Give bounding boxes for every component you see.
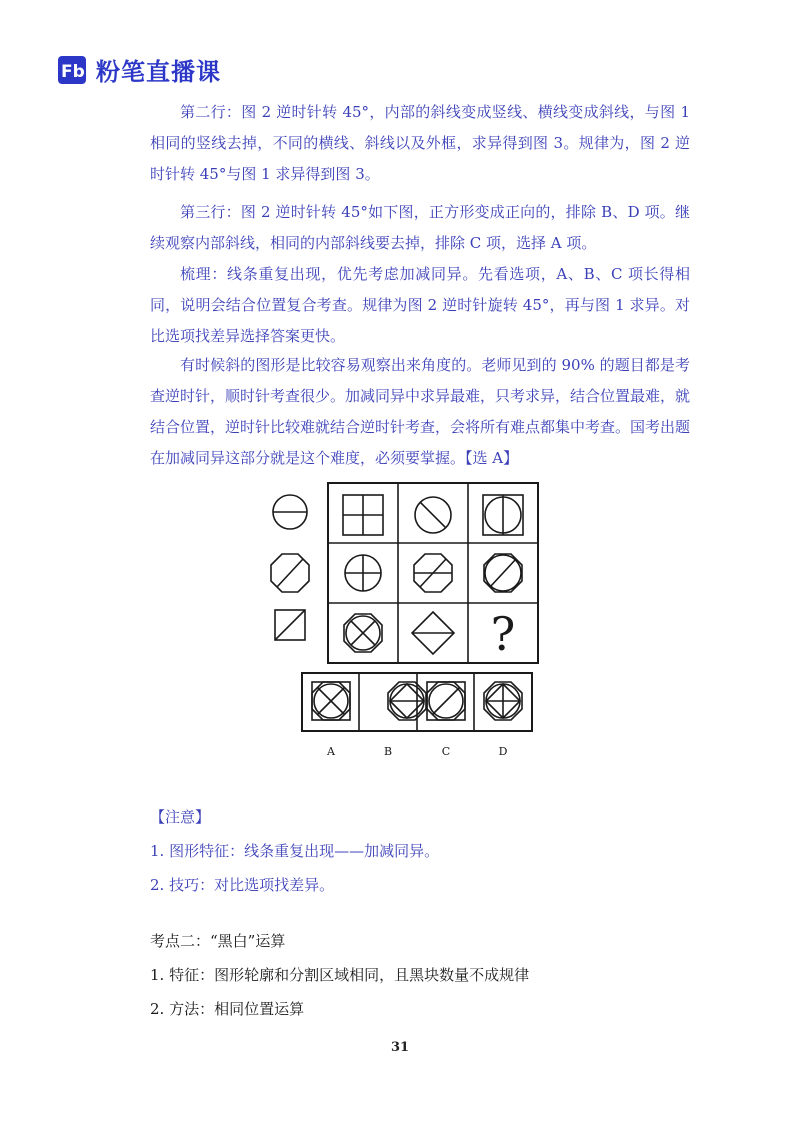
fb-logo-icon	[58, 56, 86, 84]
reference-shapes	[271, 495, 309, 640]
cell-r2c2	[414, 554, 452, 592]
paragraph-explanation: 有时候斜的图形是比较容易观察出来角度的。老师见到的 90% 的题目都是考查逆时针，顺时针考查很少。加减同异中求异最难，只考求异，结合位置最难，就结合位置，逆时针比较难就结合逆时针考查，会将所有难点都集中考查。国考出题在加减同异这部分就是这个难度，必须要掌握。【选 A】	[150, 356, 691, 467]
page-number: 31	[390, 1040, 410, 1055]
option-c-shape	[427, 682, 465, 720]
section-block	[150, 924, 690, 1026]
paragraph-row2: 第二行：图 2 逆时针转 45°，内部的斜线变成竖线、横线变成斜线，与图 1 相同的竖线去掉，不同的横线、斜线以及外框，求异得到图 3。规律为，图 2 逆时针转 45°与图 1 求异得到图 3。	[150, 103, 690, 183]
svg-text:Fb: Fb	[61, 61, 85, 82]
section-item: 2. 方法：相同位置运算	[150, 1000, 305, 1018]
cell-r2c3	[484, 554, 522, 592]
option-d-shape	[484, 682, 522, 720]
question-mark: ?	[490, 607, 516, 661]
puzzle-figure	[262, 478, 542, 763]
answer-options	[302, 673, 532, 731]
option-c-label: C	[441, 745, 451, 758]
cell-r3c1	[344, 614, 382, 652]
ref-octagon-diagonal	[271, 554, 309, 592]
option-a-shape	[312, 682, 350, 720]
option-a-label: A	[327, 745, 335, 758]
paragraph-summary: 梳理：线条重复出现，优先考虑加减同异。先看选项，A、B、C 项长得相同，说明会结合位置复合考查。规律为图 2 逆时针旋转 45°，再与图 1 求异。对比选项找差异选择答案更快。	[150, 265, 690, 345]
brand-header	[58, 52, 221, 87]
paragraph-row3: 第三行：图 2 逆时针转 45°如下图，正方形变成正向的，排除 B、D 项。继续观察内部斜线，相同的内部斜线要去掉，排除 C 项，选择 A 项。	[150, 203, 690, 252]
ref-square-diagonal	[275, 610, 305, 640]
notes-item: 1. 图形特征：线条重复出现——加减同异。	[150, 842, 440, 860]
brand-name: 粉笔直播课	[96, 58, 221, 86]
option-d-label: D	[498, 745, 508, 758]
option-b-label: B	[383, 745, 393, 758]
cell-r1c1	[343, 495, 383, 535]
notes-block	[150, 800, 690, 902]
notes-item: 2. 技巧：对比选项找差异。	[150, 876, 335, 894]
cell-r2c1	[345, 555, 381, 591]
section-title: 考点二：“黑白”运算	[150, 932, 286, 950]
section-item: 1. 特征：图形轮廓和分割区域相同，且黑块数量不成规律	[150, 966, 530, 984]
cell-r1c3	[483, 495, 523, 535]
ref-circle-horizontal	[273, 495, 307, 529]
cell-r1c2	[415, 497, 451, 533]
option-b-shape	[388, 682, 426, 720]
notes-title: 【注意】	[150, 808, 211, 826]
puzzle-grid	[328, 483, 538, 663]
cell-r3c2	[412, 612, 454, 654]
